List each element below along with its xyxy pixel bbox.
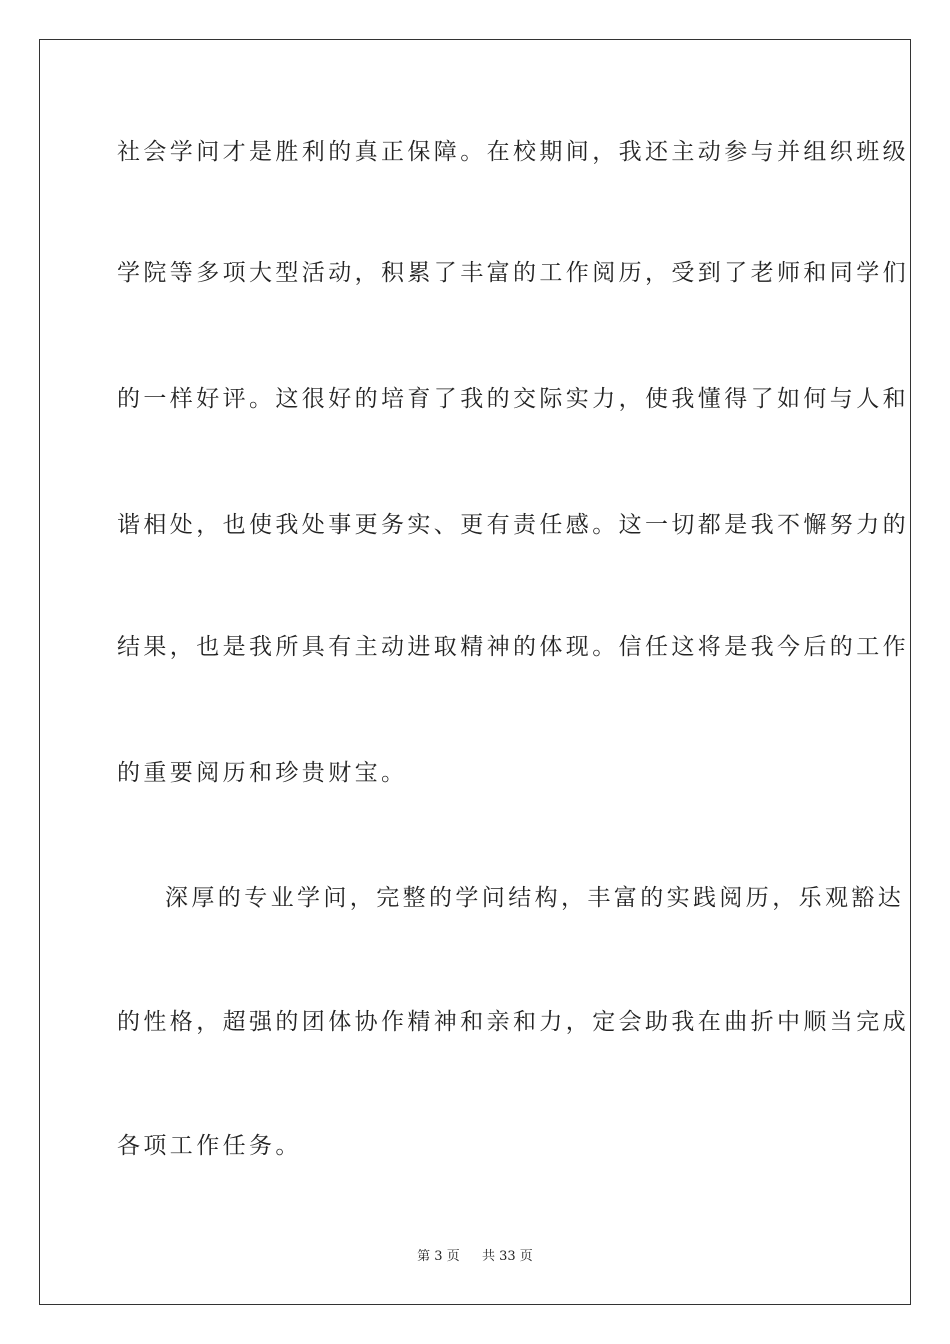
page-footer: [0, 1248, 950, 1266]
page-number: 第 3 页: [417, 1249, 460, 1264]
total-pages: 共 33 页: [482, 1249, 533, 1264]
paragraph-line-9: 各项工作任务。: [117, 1133, 302, 1159]
paragraph-line-7: 深厚的专业学问，完整的学问结构，丰富的实践阅历，乐观豁达: [165, 885, 905, 911]
paragraph-line-6: 的重要阅历和珍贵财宝。: [117, 760, 408, 786]
paragraph-line-2: 学院等多项大型活动，积累了丰富的工作阅历，受到了老师和同学们: [117, 260, 909, 286]
paragraph-line-5: 结果，也是我所具有主动进取精神的体现。信任这将是我今后的工作: [117, 634, 909, 660]
paragraph-line-1: 社会学问才是胜利的真正保障。在校期间，我还主动参与并组织班级: [117, 139, 909, 165]
paragraph-line-3: 的一样好评。这很好的培育了我的交际实力，使我懂得了如何与人和: [117, 386, 909, 412]
paragraph-line-8: 的性格，超强的团体协作精神和亲和力，定会助我在曲折中顺当完成: [117, 1009, 909, 1035]
page-border: [39, 39, 911, 1305]
paragraph-line-4: 谐相处，也使我处事更务实、更有责任感。这一切都是我不懈努力的: [117, 512, 909, 538]
